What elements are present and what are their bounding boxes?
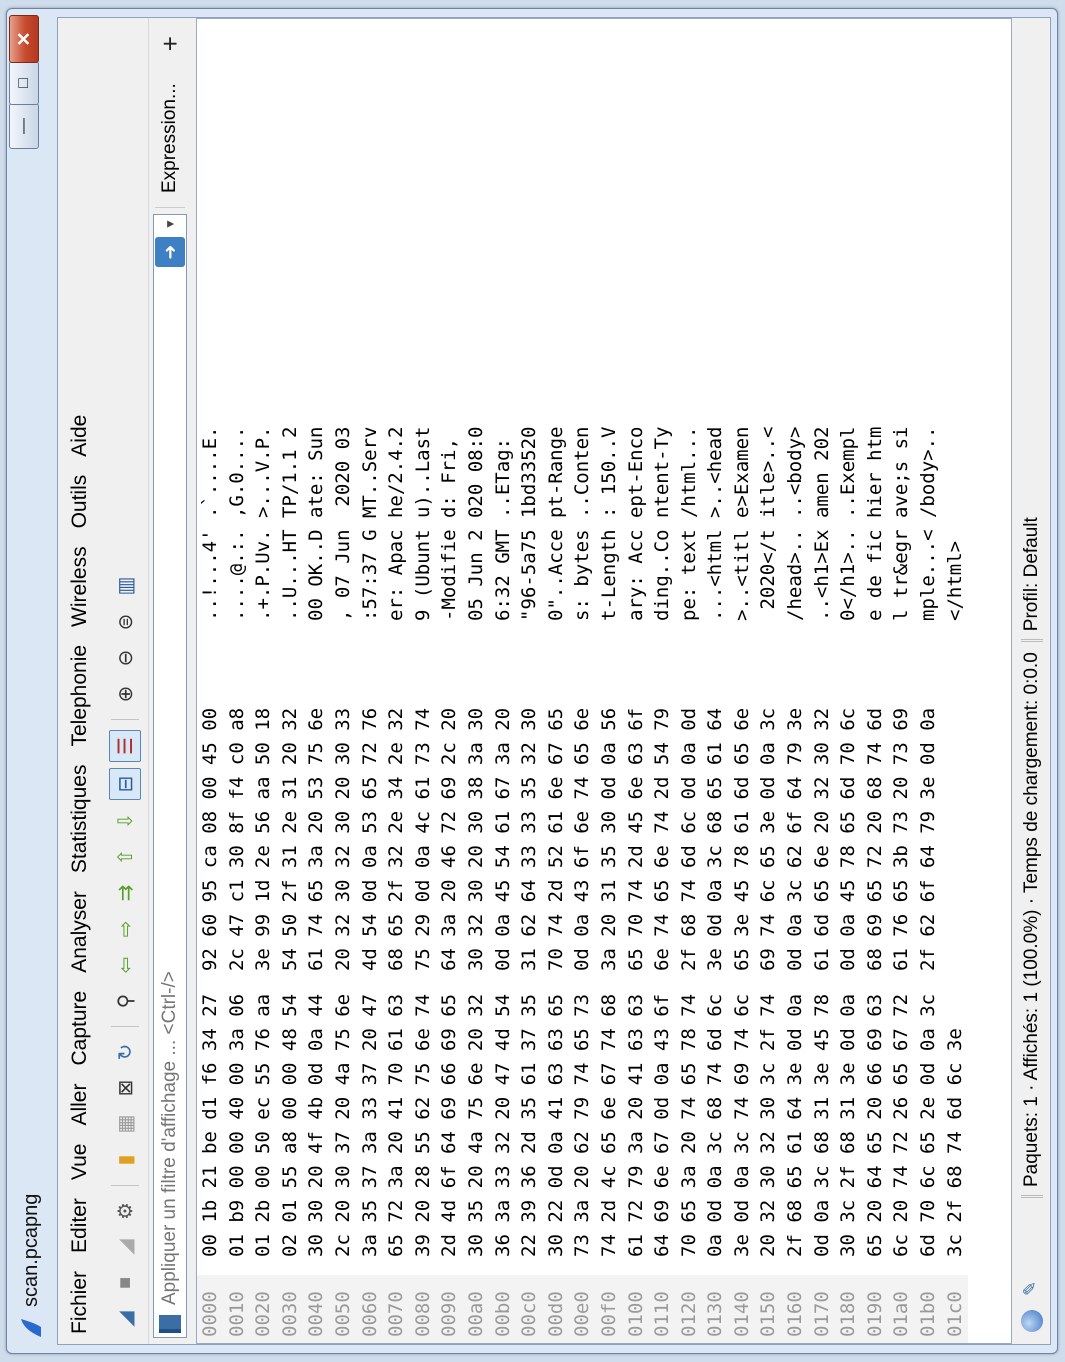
hex-offset: 0060 bbox=[357, 1275, 384, 1343]
hex-row[interactable] bbox=[862, 233, 889, 1343]
hex-ascii[interactable]: 2020</t itle>..< bbox=[757, 426, 780, 621]
menu-wireless[interactable]: Wireless bbox=[68, 546, 91, 627]
profile-label[interactable]: Profil: Default bbox=[1021, 517, 1043, 642]
hex-ascii[interactable]: -Modifie d: Fri, bbox=[438, 437, 461, 621]
hex-bytes[interactable]: 39 20 28 55 62 75 6e 74 75 29 0d 0a 4c 61 73 74 bbox=[411, 707, 434, 1257]
hex-offset: 0120 bbox=[676, 1275, 703, 1343]
hex-offset: 00f0 bbox=[596, 1275, 623, 1343]
hex-offset: 0180 bbox=[835, 1275, 862, 1343]
hex-ascii[interactable]: s: bytes ..Conten bbox=[571, 426, 594, 621]
hex-row[interactable] bbox=[357, 233, 384, 1343]
hex-bytes[interactable]: 65 20 64 65 20 66 69 63 68 69 65 72 20 68 74 6d bbox=[863, 707, 886, 1257]
menu-statistiques[interactable]: Statistiques bbox=[68, 764, 91, 874]
arrow-up-icon: ⇧ bbox=[114, 848, 137, 866]
hex-bytes[interactable]: 6d 70 6c 65 2e 0d 0a 3c 2f 62 6f 64 79 3e 0d 0a bbox=[917, 707, 940, 1257]
hex-bytes[interactable]: 22 39 36 2d 35 61 37 35 31 62 64 33 33 35 32 30 bbox=[518, 707, 541, 1257]
reload-icon: ↻ bbox=[114, 1043, 137, 1061]
hex-row[interactable] bbox=[729, 233, 756, 1343]
hex-row[interactable] bbox=[490, 233, 517, 1343]
hex-ascii[interactable]: t-Length : 150..V bbox=[597, 426, 620, 621]
packet-stats: Paquets: 1 · Affichés: 1 (100.0%) · Temps de chargement: 0:0.0 bbox=[1021, 652, 1043, 1198]
hex-ascii[interactable]: 6:32 GMT ..ETag: bbox=[491, 437, 514, 621]
close-file-button[interactable] bbox=[110, 1073, 140, 1103]
menu-telephonie[interactable]: Telephonie bbox=[68, 644, 91, 747]
hex-row[interactable] bbox=[383, 233, 410, 1343]
go-to-packet-button[interactable] bbox=[110, 878, 140, 908]
toolbar-separator bbox=[111, 719, 139, 720]
hex-bytes[interactable]: 20 32 30 32 30 3c 2f 74 69 74 6c 65 3e 0d 0a 3c bbox=[757, 707, 780, 1257]
hex-ascii[interactable]: 05 Jun 2 020 08:0 bbox=[464, 426, 487, 621]
add-filter-button[interactable]: + bbox=[154, 36, 185, 52]
hex-ascii[interactable]: ding..Co ntent-Ty bbox=[651, 426, 674, 621]
menu-editer[interactable]: Editer bbox=[68, 1198, 91, 1253]
hex-row[interactable] bbox=[782, 233, 809, 1343]
hex-bytes[interactable]: 30 35 20 4a 75 6e 20 32 30 32 30 20 30 38 3a 30 bbox=[464, 707, 487, 1257]
hex-bytes[interactable]: 73 3a 20 62 79 74 65 73 0d 0a 43 6f 6e 74 65 6e bbox=[571, 707, 594, 1257]
goto-packet-icon: ⇉ bbox=[114, 884, 137, 902]
close-button[interactable] bbox=[9, 15, 39, 63]
hex-offset: 00d0 bbox=[543, 1275, 570, 1343]
menu-aller[interactable]: Aller bbox=[68, 1083, 91, 1126]
hex-bytes[interactable]: 01 2b 00 50 ec 55 76 aa 3e 99 1d 2e 56 aa 50 18 bbox=[252, 707, 275, 1257]
colorize-icon: ☰ bbox=[114, 737, 137, 755]
close-file-icon: ⊠ bbox=[114, 1079, 137, 1097]
hex-bytes[interactable]: 3c 2f 68 74 6d 6c 3e bbox=[943, 1028, 966, 1257]
reload-file-button[interactable] bbox=[110, 1037, 140, 1067]
display-filter-input[interactable] bbox=[158, 267, 182, 1307]
save-icon: ▦ bbox=[114, 1114, 137, 1134]
hex-offset: 00c0 bbox=[516, 1275, 543, 1343]
hex-offset: 0050 bbox=[330, 1275, 357, 1343]
main-area bbox=[57, 17, 1051, 1345]
hex-offset: 0000 bbox=[197, 1275, 224, 1343]
hex-ascii[interactable]: e de fic hier htm bbox=[863, 426, 886, 621]
title-bar bbox=[7, 9, 57, 1353]
filter-dropdown-button[interactable] bbox=[163, 215, 177, 233]
restart-fin-icon: ◢ bbox=[114, 1239, 137, 1255]
resize-columns-button[interactable] bbox=[110, 571, 140, 601]
hex-ascii[interactable]: :57:37 G MT..Serv bbox=[358, 426, 381, 621]
hex-ascii[interactable]: 9 (Ubunt u)..Last bbox=[411, 426, 434, 621]
hex-bytes[interactable]: 30 30 20 4f 4b 0d 0a 44 61 74 65 3a 20 53 75 6e bbox=[305, 707, 328, 1257]
open-file-button[interactable] bbox=[110, 1145, 140, 1175]
hex-row[interactable] bbox=[197, 233, 224, 1343]
bookmark-icon[interactable] bbox=[159, 1315, 181, 1333]
zoom-out-button[interactable] bbox=[110, 643, 140, 673]
toolbar-separator bbox=[111, 1026, 139, 1027]
zoom-in-button[interactable] bbox=[110, 679, 140, 709]
go-forward-button[interactable] bbox=[110, 914, 140, 944]
resize-columns-icon: ▥ bbox=[114, 576, 137, 596]
first-packet-button[interactable] bbox=[110, 842, 140, 872]
hex-row[interactable] bbox=[623, 233, 650, 1343]
search-icon: ⚲ bbox=[114, 993, 137, 1009]
hex-offset: 0030 bbox=[277, 1275, 304, 1343]
hex-bytes[interactable]: 64 69 6e 67 0d 0a 43 6f 6e 74 65 6e 74 2d 54 79 bbox=[651, 707, 674, 1257]
hex-offset: 0080 bbox=[410, 1275, 437, 1343]
gear-icon: ⚙ bbox=[114, 1202, 137, 1220]
zoom-out-icon: ⊖ bbox=[114, 649, 137, 667]
hex-bytes[interactable]: 36 3a 33 32 20 47 4d 54 0d 0a 45 54 61 67 3a 20 bbox=[491, 707, 514, 1257]
expression-button[interactable]: Expression... bbox=[155, 69, 185, 208]
hex-bytes[interactable]: 00 1b 21 be d1 f6 34 27 92 60 95 ca 08 00 45 00 bbox=[199, 707, 221, 1257]
maximize-icon: □ bbox=[15, 78, 32, 88]
edit-comment-icon[interactable]: ✎ bbox=[1020, 1280, 1040, 1296]
minimize-button[interactable] bbox=[9, 103, 39, 149]
arrow-right-icon: ➜ bbox=[159, 244, 180, 260]
hex-ascii[interactable]: ..!...4' .`....E. bbox=[199, 426, 221, 621]
hex-ascii[interactable]: er: Apac he/2.4.2 bbox=[385, 426, 408, 621]
shark-fin-icon: ◢ bbox=[114, 1311, 137, 1327]
restart-capture-button[interactable] bbox=[110, 1232, 140, 1262]
menu-bar bbox=[58, 18, 102, 1344]
hex-offset: 01b0 bbox=[915, 1275, 942, 1343]
hex-bytes[interactable]: 6c 20 74 72 26 65 67 72 61 76 65 3b 73 20 73 69 bbox=[890, 707, 913, 1257]
wireshark-logo-icon bbox=[19, 1317, 43, 1339]
hex-row[interactable] bbox=[702, 233, 729, 1343]
window-title: scan.pcapng bbox=[20, 1193, 42, 1307]
hex-bytes[interactable]: 2d 4d 6f 64 69 66 69 65 64 3a 20 46 72 69 2c 20 bbox=[438, 707, 461, 1257]
hex-bytes[interactable]: 3e 0d 0a 3c 74 69 74 6c 65 3e 45 78 61 6d 65 6e bbox=[730, 707, 753, 1257]
autoscroll-button[interactable] bbox=[109, 768, 141, 800]
hex-offset: 0190 bbox=[862, 1275, 889, 1343]
hex-bytes[interactable]: 02 01 55 a8 00 00 48 54 54 50 2f 31 2e 31 20 32 bbox=[278, 707, 301, 1257]
minimize-icon: — bbox=[15, 118, 32, 134]
colorize-button[interactable] bbox=[109, 730, 141, 762]
hex-bytes[interactable]: 0a 0d 0a 3c 68 74 6d 6c 3e 0d 0a 3c 68 65 61 64 bbox=[704, 707, 727, 1257]
hex-row[interactable] bbox=[809, 233, 836, 1343]
hex-row[interactable] bbox=[410, 233, 437, 1343]
hex-ascii[interactable]: 0</h1>.. ..Exempl bbox=[837, 426, 860, 621]
hex-offset: 0010 bbox=[224, 1275, 251, 1343]
hex-row[interactable] bbox=[755, 233, 782, 1343]
hex-offset: 0130 bbox=[702, 1275, 729, 1343]
hex-ascii[interactable]: l tr&egr ave;s si bbox=[890, 426, 913, 621]
hex-offset: 0170 bbox=[809, 1275, 836, 1343]
hex-row[interactable] bbox=[516, 233, 543, 1343]
hex-offset: 0020 bbox=[250, 1275, 277, 1343]
hex-dump bbox=[197, 233, 1011, 1343]
display-filter-bar bbox=[148, 18, 192, 1344]
hex-ascii[interactable]: >..<titl e>Examen bbox=[730, 426, 753, 621]
hex-offset: 0100 bbox=[623, 1275, 650, 1343]
hex-ascii[interactable]: ..<h1>Ex amen 202 bbox=[810, 426, 833, 621]
main-toolbar bbox=[102, 18, 149, 1344]
hex-offset: 0040 bbox=[303, 1275, 330, 1343]
display-filter-field[interactable] bbox=[153, 214, 187, 1338]
hex-bytes[interactable]: 61 72 79 3a 20 41 63 63 65 70 74 2d 45 6e 63 6f bbox=[624, 707, 647, 1257]
hex-bytes[interactable]: 65 72 3a 20 41 70 61 63 68 65 2f 32 2e 34 2e 32 bbox=[385, 707, 408, 1257]
menu-analyser[interactable]: Analyser bbox=[68, 891, 91, 973]
hex-row[interactable] bbox=[676, 233, 703, 1343]
hex-offset: 01a0 bbox=[888, 1275, 915, 1343]
arrow-down-icon: ⇩ bbox=[114, 812, 137, 830]
hex-offset: 0110 bbox=[649, 1275, 676, 1343]
hex-bytes[interactable]: 70 65 3a 20 74 65 78 74 2f 68 74 6d 6c 0d 0a 0d bbox=[677, 707, 700, 1257]
hex-ascii[interactable]: </html> bbox=[943, 540, 966, 621]
arrow-right-icon: ⇨ bbox=[114, 920, 137, 938]
hex-row[interactable] bbox=[888, 233, 915, 1343]
hex-row[interactable] bbox=[436, 233, 463, 1343]
stop-icon: ■ bbox=[113, 1276, 136, 1290]
start-capture-button[interactable] bbox=[110, 1304, 140, 1334]
folder-icon: ▮ bbox=[114, 1154, 137, 1166]
toolbar-separator bbox=[111, 1185, 139, 1186]
capture-options-button[interactable] bbox=[110, 1196, 140, 1226]
stop-capture-button[interactable] bbox=[110, 1268, 140, 1298]
hex-offset: 00a0 bbox=[463, 1275, 490, 1343]
hex-bytes[interactable]: 3a 35 37 3a 33 37 20 47 4d 54 0d 0a 53 65 72 76 bbox=[358, 707, 381, 1257]
menu-vue[interactable]: Vue bbox=[68, 1143, 91, 1181]
hex-ascii[interactable]: ary: Acc ept-Enco bbox=[624, 426, 647, 621]
hex-bytes[interactable]: 30 3c 2f 68 31 3e 0d 0a 0d 0a 45 78 65 6d 70 6c bbox=[837, 707, 860, 1257]
hex-ascii[interactable]: pe: text /html... bbox=[677, 426, 700, 621]
hex-offset: 00b0 bbox=[490, 1275, 517, 1343]
last-packet-button[interactable] bbox=[110, 806, 140, 836]
go-back-button[interactable] bbox=[110, 950, 140, 980]
menu-aide[interactable]: Aide bbox=[68, 414, 91, 457]
hex-row[interactable] bbox=[303, 233, 330, 1343]
hex-row[interactable] bbox=[569, 233, 596, 1343]
packet-bytes-pane[interactable] bbox=[196, 18, 1012, 1344]
hex-bytes[interactable]: 30 22 0d 0a 41 63 63 65 70 74 2d 52 61 6e 67 65 bbox=[544, 707, 567, 1257]
hex-row[interactable] bbox=[915, 233, 942, 1343]
find-packet-button[interactable] bbox=[110, 986, 140, 1016]
arrow-left-icon: ⇦ bbox=[114, 956, 137, 974]
hex-ascii[interactable]: ..U...HT TP/1.1 2 bbox=[278, 426, 301, 621]
hex-ascii[interactable]: ...<html >..<head bbox=[704, 426, 727, 621]
hex-row[interactable] bbox=[330, 233, 357, 1343]
hex-bytes[interactable]: 0d 0a 3c 68 31 3e 45 78 61 6d 65 6e 20 32 30 32 bbox=[810, 707, 833, 1257]
hex-ascii[interactable]: , 07 Jun 2020 03 bbox=[331, 426, 354, 621]
hex-offset: 01c0 bbox=[942, 1275, 969, 1343]
save-file-button[interactable] bbox=[110, 1109, 140, 1139]
apply-filter-button[interactable] bbox=[155, 237, 185, 267]
hex-bytes[interactable]: 2c 20 30 37 20 4a 75 6e 20 32 30 32 30 20 30 33 bbox=[331, 707, 354, 1257]
hex-ascii[interactable]: /head>.. ..<body> bbox=[784, 426, 807, 621]
maximize-button[interactable] bbox=[9, 61, 39, 105]
hex-row[interactable] bbox=[649, 233, 676, 1343]
hex-ascii[interactable]: .+.P.Uv. >...V.P. bbox=[252, 426, 275, 621]
hex-row[interactable] bbox=[250, 233, 277, 1343]
hex-ascii[interactable]: 00 OK..D ate: Sun bbox=[305, 426, 328, 621]
menu-outils[interactable]: Outils bbox=[68, 474, 91, 529]
hex-bytes[interactable]: 2f 68 65 61 64 3e 0d 0a 0d 0a 3c 62 6f 64 79 3e bbox=[784, 707, 807, 1257]
zoom-in-icon: ⊕ bbox=[114, 685, 137, 703]
hex-ascii[interactable]: mple...< /body>.. bbox=[917, 426, 940, 621]
hex-row[interactable] bbox=[835, 233, 862, 1343]
zoom-reset-icon: ⊜ bbox=[114, 613, 137, 631]
expert-info-icon[interactable] bbox=[1021, 1310, 1043, 1332]
hex-row[interactable] bbox=[942, 233, 969, 1343]
app-window bbox=[6, 8, 1058, 1354]
hex-offset: 0150 bbox=[755, 1275, 782, 1343]
hex-row[interactable] bbox=[596, 233, 623, 1343]
hex-row[interactable] bbox=[277, 233, 304, 1343]
hex-bytes[interactable]: 74 2d 4c 65 6e 67 74 68 3a 20 31 35 30 0d 0a 56 bbox=[597, 707, 620, 1257]
hex-row[interactable] bbox=[224, 233, 251, 1343]
hex-offset: 00e0 bbox=[569, 1275, 596, 1343]
hex-offset: 0070 bbox=[383, 1275, 410, 1343]
hex-row[interactable] bbox=[543, 233, 570, 1343]
hex-bytes[interactable]: 01 b9 00 00 40 00 3a 06 2c 47 c1 30 8f f4 c0 a8 bbox=[225, 707, 248, 1257]
hex-row[interactable] bbox=[463, 233, 490, 1343]
hex-offset: 0160 bbox=[782, 1275, 809, 1343]
normal-size-button[interactable] bbox=[110, 607, 140, 637]
hex-ascii[interactable]: ....@.:. ,G.0.... bbox=[225, 426, 248, 621]
hex-ascii[interactable]: "96-5a75 1bd33520 bbox=[518, 426, 541, 621]
close-icon: ✕ bbox=[13, 31, 34, 47]
menu-capture[interactable]: Capture bbox=[68, 990, 91, 1066]
chevron-down-icon: ▼ bbox=[163, 218, 177, 230]
hex-offset: 0140 bbox=[729, 1275, 756, 1343]
menu-fichier[interactable]: Fichier bbox=[68, 1270, 91, 1334]
autoscroll-icon: ⊟ bbox=[114, 775, 137, 793]
hex-offset: 0090 bbox=[436, 1275, 463, 1343]
status-bar bbox=[1014, 18, 1050, 1344]
hex-ascii[interactable]: 0"..Acce pt-Range bbox=[544, 426, 567, 621]
